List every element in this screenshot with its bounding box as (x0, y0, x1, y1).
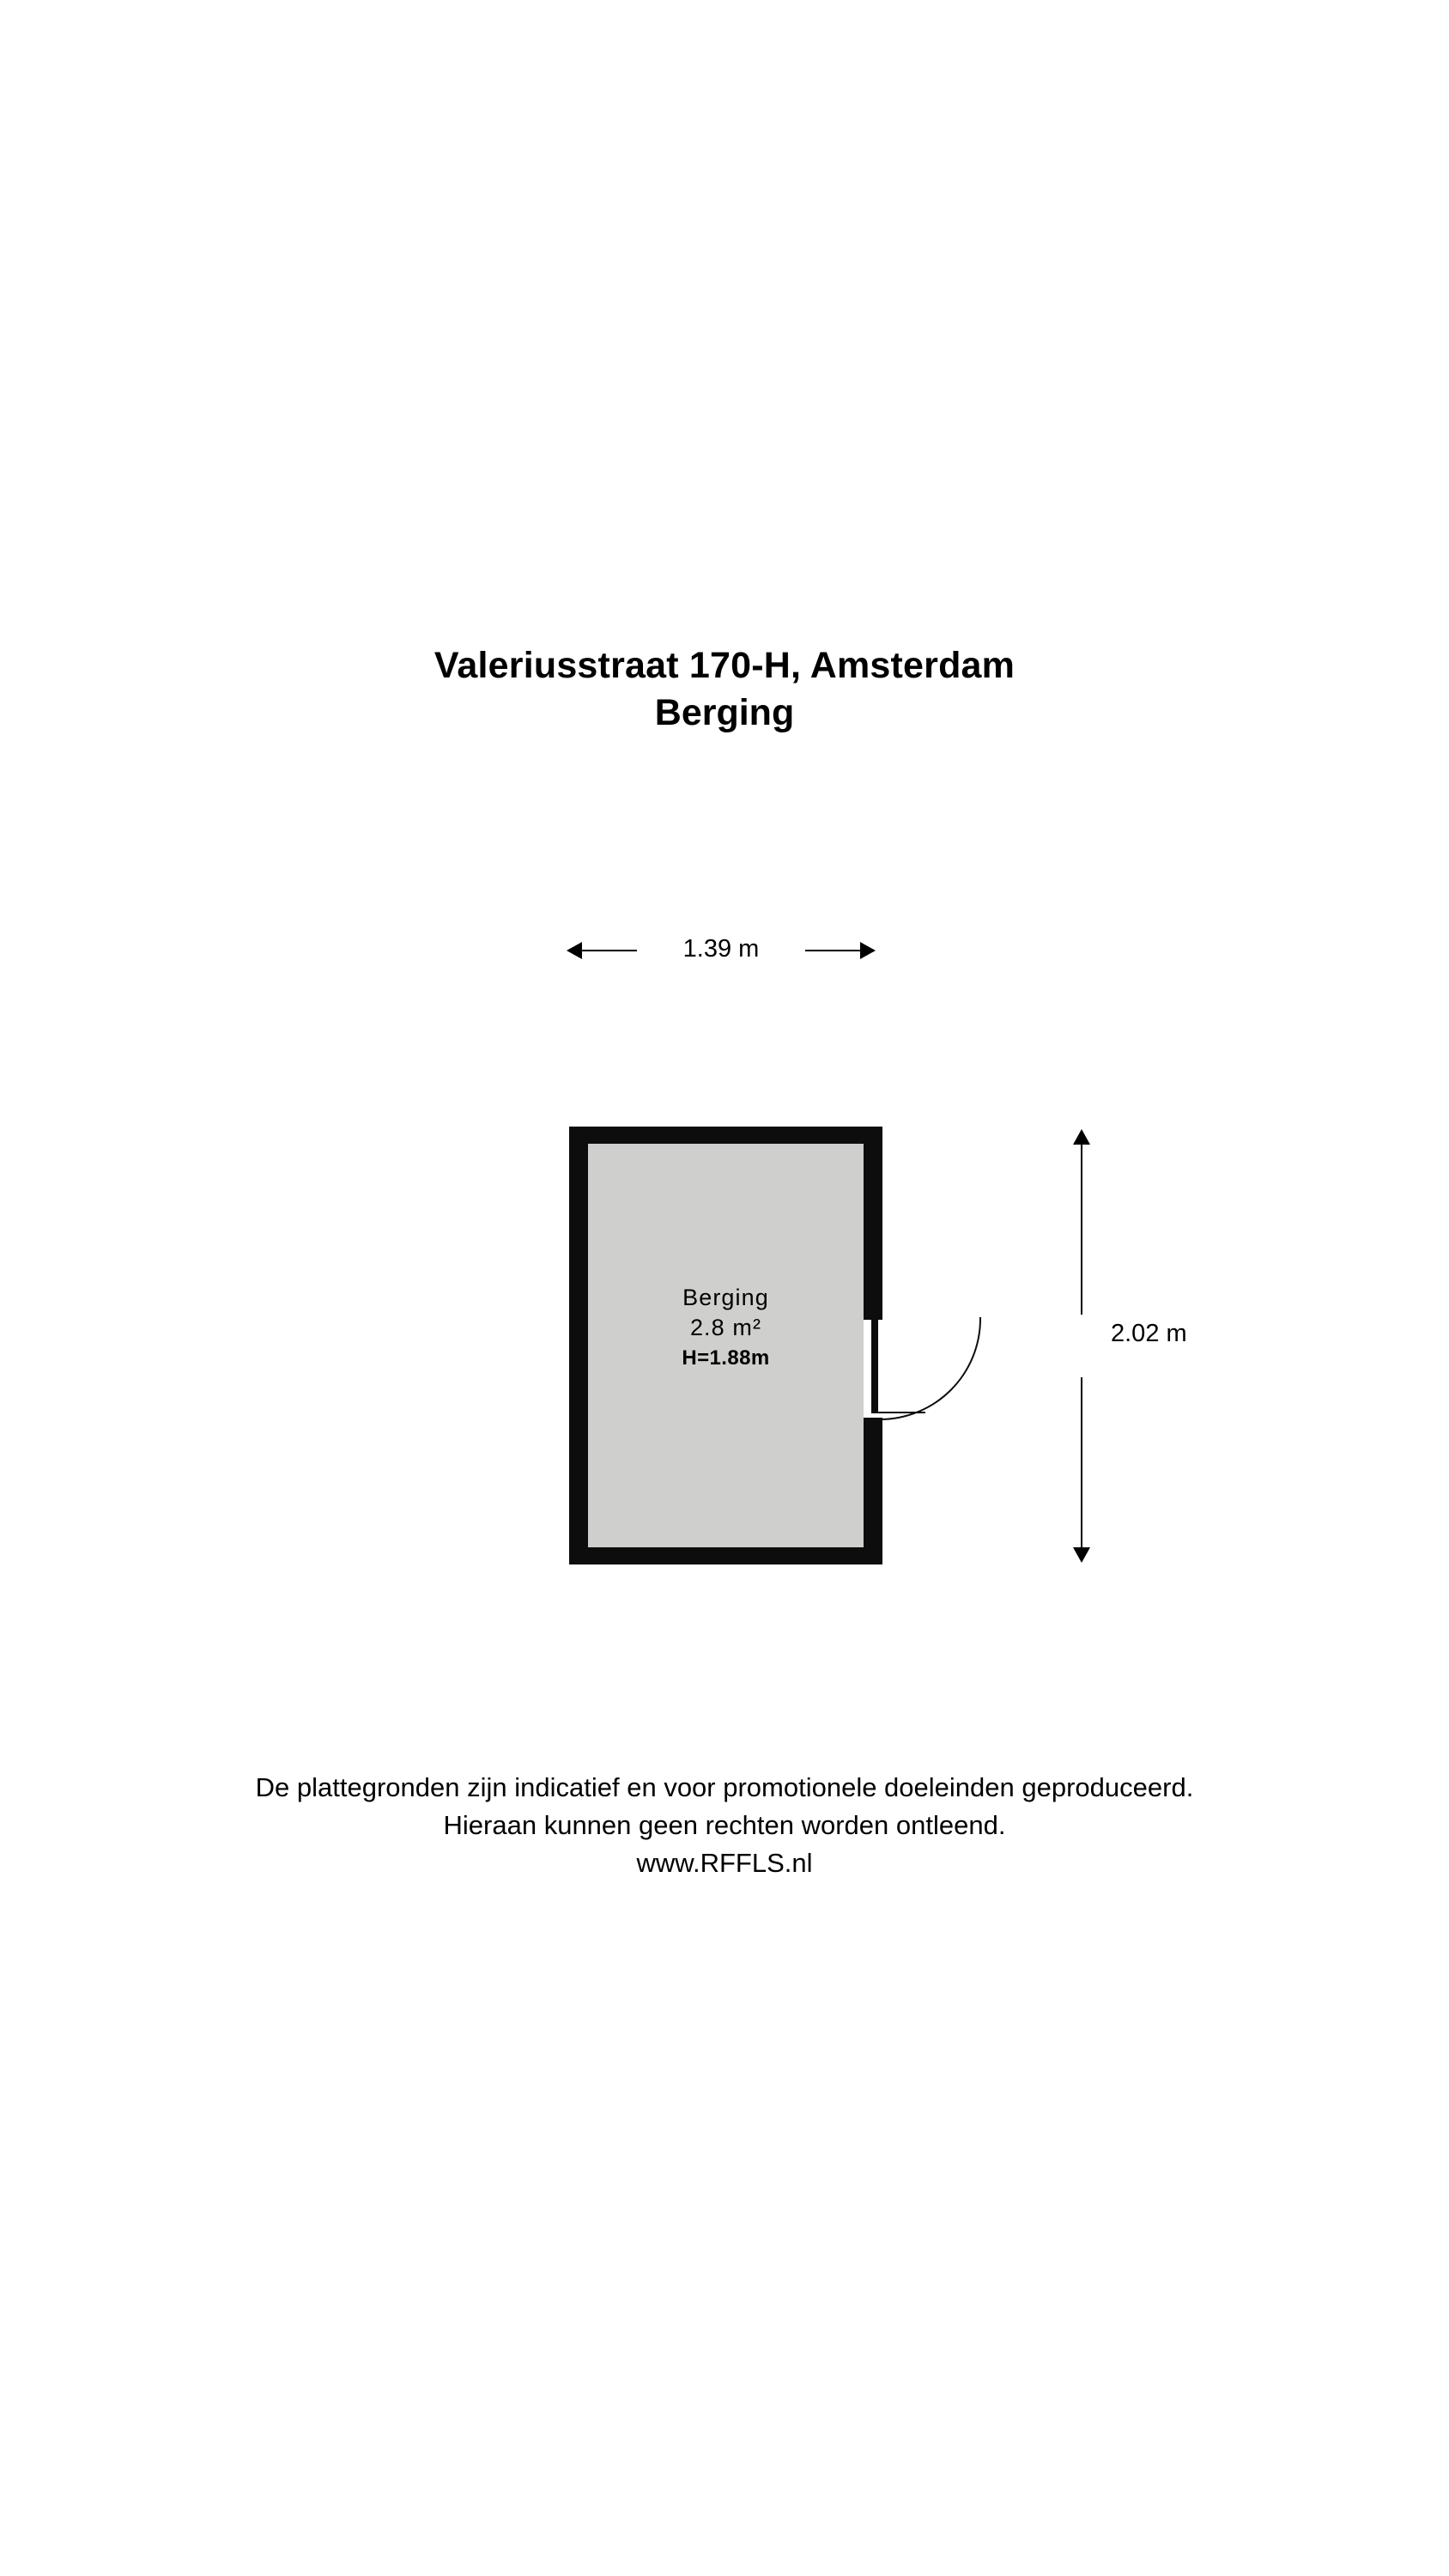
website-url: www.RFFLS.nl (636, 1848, 813, 1879)
floor-plan (569, 1127, 882, 1564)
door-swing-chord (878, 1412, 925, 1413)
title-floor: Berging (654, 691, 795, 733)
disclaimer (0, 1769, 1449, 1882)
room-name: Berging (682, 1285, 769, 1310)
door-swing-arc-icon (878, 1317, 981, 1420)
dimension-line-top (1081, 1143, 1082, 1315)
title-address: Valeriusstraat 170-H, Amsterdam (433, 645, 1016, 686)
arrow-right-icon (860, 942, 876, 959)
disclaimer-line-2: Hieraan kunnen geen rechten worden ontleend. (443, 1810, 1006, 1841)
page-title (0, 644, 1449, 734)
width-dimension (567, 932, 876, 971)
room-area: 2.8 m² (689, 1314, 762, 1340)
room-berging (588, 1144, 864, 1547)
dimension-line-right (805, 950, 862, 951)
room-ceiling-height: H=1.88m (682, 1346, 770, 1370)
height-dimension-label: 2.02 m (1111, 1320, 1187, 1347)
arrow-down-icon (1073, 1547, 1090, 1563)
height-dimension (1063, 1129, 1187, 1563)
width-dimension-label: 1.39 m (682, 935, 760, 963)
dimension-line-bottom (1081, 1377, 1082, 1549)
disclaimer-line-1: De plattegronden zijn indicatief en voor promotionele doeleinden geproduceerd. (255, 1772, 1194, 1802)
door-leaf-icon (871, 1319, 878, 1413)
